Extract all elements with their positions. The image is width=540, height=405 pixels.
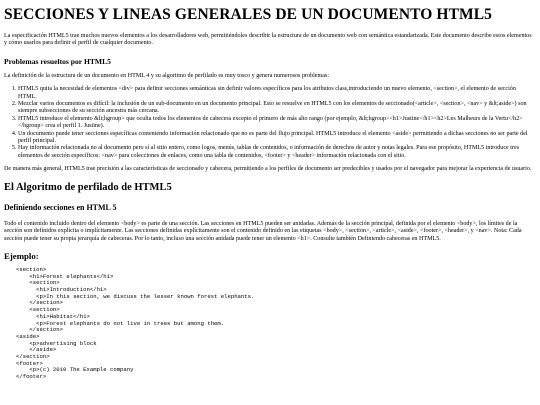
- code-line: </footer>: [16, 373, 47, 381]
- code-line: <section>: [16, 306, 60, 314]
- list-item: 3. HTML5 introduce el elemento &lt;hgroup> que oculta todos los elementos de cabecera excepto el primero de más alto rango (por ejemplo, &lt;hgroup><h1>Justine</h1><h2>Les Malheurs de la Vertu</h2></hgroup> crea el perfil 1. Justine).: [18, 116, 536, 131]
- code-line: </section>: [16, 299, 63, 307]
- defining-heading: Definiendo secciones en HTML 5: [4, 202, 117, 212]
- page-title: SECCIONES Y LINEAS GENERALES DE UN DOCUMENTO HTML5: [4, 6, 493, 23]
- example-heading: Ejemplo:: [4, 250, 39, 261]
- code-line: <p>(c) 2010 The Example company: [16, 366, 134, 374]
- code-line: <p>Forest elephants do not live in trees but among them.: [16, 319, 225, 327]
- code-line: <section>: [16, 265, 47, 273]
- algorithm-heading: El Algoritmo de perfilado de HTML5: [4, 181, 172, 193]
- code-line: <h1>Introduction</h1>: [16, 286, 107, 294]
- list-item: 1. HTML5 quita la necesidad de elementos <div> para definir secciones semánticas sin definir valores específicos para los atributos class,introduciendo un nuevo elemento, <section>, el elemento de sección HTML.: [18, 86, 536, 101]
- defining-paragraph: Todo el contenido incluido dentro del elemento <body> es parte de una sección. Las secciones en HTML5 pueden ser anidadas. Además de la sección principal, definida por el elemento <body>, los límites de la sección son definidos explícita o implícitamente. Las secciones definidas explícitamente son el contenido definido en las etiquetas <body>, <section>, <article>, <aside>, <footer>, <header>, y <nav>. Nota: Cada sección puede tener su propia jerarquía de cabeceras. Por lo tanto, incluso una sección anidada puede tener un elemento <h1>. Consulte también Definiendo cabeceras en HTML5.: [4, 220, 522, 242]
- code-line: <p>advertising block: [16, 339, 97, 347]
- code-line: <p>In this section, we discuss the lesser known forest elephants.: [16, 292, 255, 300]
- conclusion-paragraph: De manera más general, HTML5 trae precisión a las características de seccionado y cabecera, permitiendo a los perfiles de documento ser predecibles y usados por el navegador para mejorar la experiencia de usuario.: [4, 166, 532, 173]
- code-line: <aside>: [16, 332, 40, 340]
- code-line: </aside>: [16, 346, 57, 354]
- code-line: <footer>: [16, 359, 43, 367]
- problems-heading: Problemas resueltos por HTML5: [4, 56, 111, 66]
- intro-paragraph: La especificación HTML5 trae muchos nuevos elementos a los desarrolladores web, permitiéndoles describir la estructura de un documento web con semántica estandarizada. Este documento describe estos elementos y cómo usarlos para definir el perfil de cualquier documento.: [4, 33, 532, 47]
- code-line: <h1>Habitat</h1>: [16, 312, 90, 320]
- list-item: 4. Un documento puede tener secciones específicas conteniendo información relacionado que no es parte del flujo principal. HTML5 introduce el elemento <aside> permitiendo a dichas secciones no ser parte del perfil principal.: [18, 131, 536, 146]
- list-item: 5. Hay información relacionada no al documento pero sí al sitio entero, como logos, menús, tablas de contenidos, o información de derechos de autor y notas legales. Para ese propósito, HTML5 introduce tres elementos de sección específicos: <nav> para colecciones de enlaces, como una tabla de contenidos, <footer> y <header> información relacionada con el sitio.: [18, 145, 536, 160]
- code-block: [16, 267, 536, 381]
- problems-intro: La definición de la estructura de un documento en HTML 4 y su algoritmo de perfilado es muy tosco y genera numerosos problemas:: [4, 72, 330, 79]
- code-line: <section>: [16, 279, 60, 287]
- code-line: <h1>Forest elephants</h1>: [16, 272, 114, 280]
- problems-list: [4, 86, 536, 160]
- code-line: </section>: [16, 326, 63, 334]
- list-item: 2. Mezclar varios documentos es difícil: la inclusión de un sub-documento en un documento principal. Esto se resuelve en HTML5 con los elementos de seccionado(<article>, <section>, <nav> y &lt;aside>) son siempre subsecciones de su sección ancestra más cercana.: [18, 101, 536, 116]
- code-line: </section>: [16, 353, 50, 361]
